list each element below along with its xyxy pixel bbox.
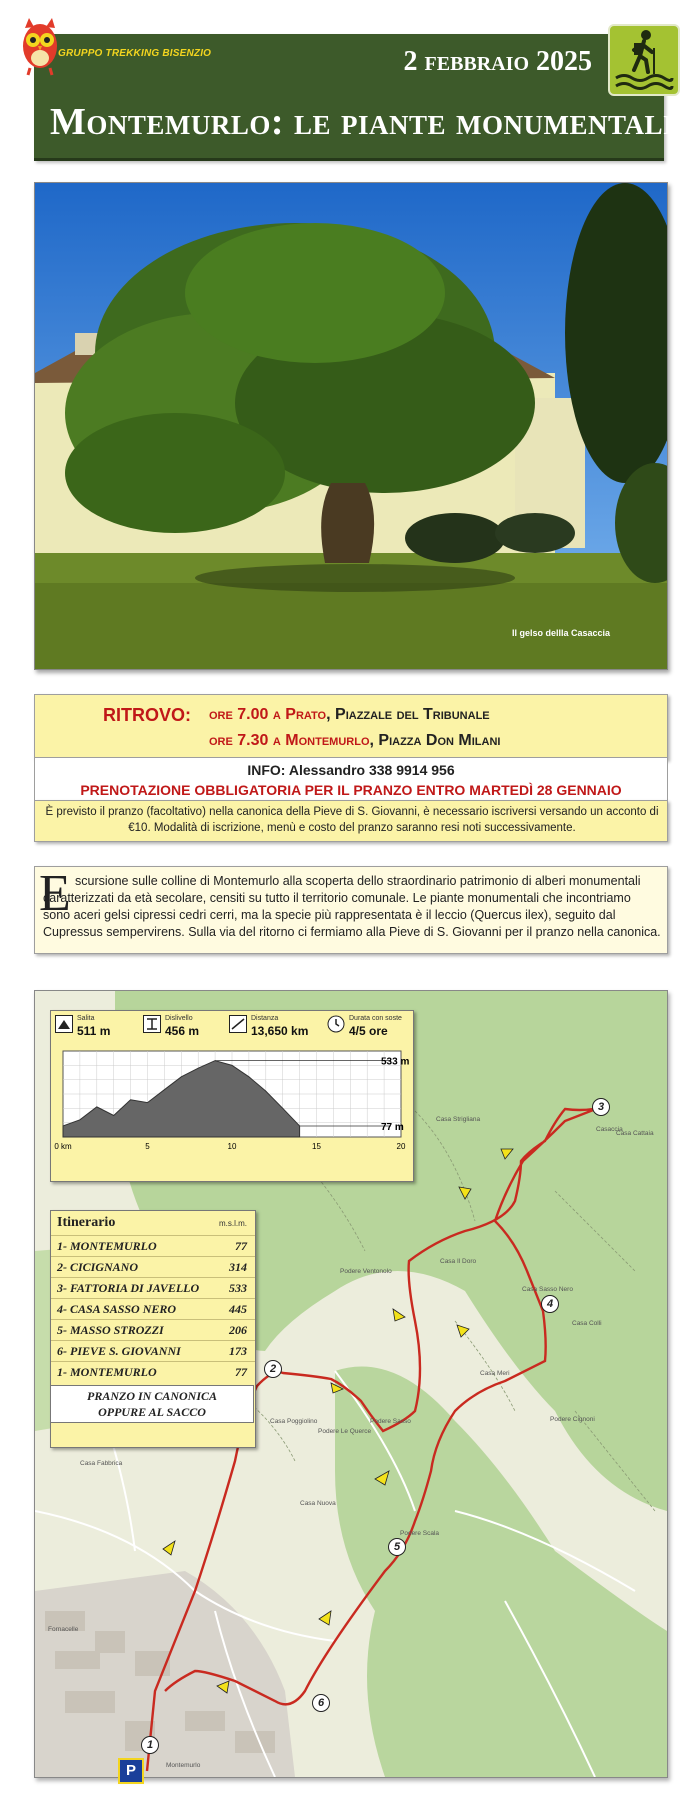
stop-altitude: 206 [229, 1323, 247, 1337]
elevation-gain-label: Dislivello [165, 1015, 193, 1022]
parking-icon: P [118, 1758, 144, 1784]
duration-value: 4/5 ore [349, 1024, 388, 1038]
map-label: Podere Scala [400, 1530, 440, 1537]
description-box [34, 866, 668, 954]
owl-mascot-logo [20, 18, 62, 76]
map-label: Casa Nuova [300, 1500, 336, 1507]
map-label: Fornacelle [48, 1626, 79, 1633]
stop-name: 3- FATTORIA DI JAVELLO [57, 1281, 200, 1295]
page-title: Montemurlo: le piante monumentali [50, 101, 675, 143]
stop-name: 1- MONTEMURLO [57, 1239, 157, 1253]
map-label: Casa Poggiolino [270, 1418, 318, 1425]
photo-caption: Il gelso dellla Casaccia [512, 628, 611, 638]
itinerary-row [51, 1235, 255, 1257]
map-label: Podere Cignoni [550, 1416, 595, 1423]
min-elevation-label: 77 m [381, 1121, 404, 1133]
distance-icon [229, 1015, 247, 1033]
stop-name: 4- CASA SASSO NERO [57, 1302, 177, 1316]
info-box [34, 757, 668, 803]
stop-name: 6- PIEVE S. GIOVANNI [57, 1344, 181, 1358]
waypoint-2-marker: 2 [264, 1360, 282, 1378]
meeting-box [34, 694, 668, 760]
mulberry-tree-photo [34, 182, 668, 670]
map-label: Casa Strigliana [436, 1116, 481, 1123]
map-label: Casa Meri [480, 1370, 510, 1377]
map-label: Podere Ventonolo [340, 1268, 392, 1275]
map-label: Casa Cattaia [616, 1130, 654, 1137]
meeting-connector: a [272, 706, 281, 723]
x-tick-label: 10 [227, 1142, 237, 1151]
elevation-profile-chart [51, 1045, 413, 1181]
x-tick-label: 0 km [54, 1142, 72, 1151]
lunch-note: È previsto il pranzo (facoltativo) nella canonica della Pieve di S. Giovanni, è necessario iscriversi versando un acconto di €10. Modalità di iscrizione, menù e costo del pranzo saranno resi noti successivamente. [45, 806, 659, 834]
stop-altitude: 77 [235, 1365, 247, 1379]
stop-altitude: 77 [235, 1239, 247, 1253]
event-date: 2 febbraio 2025 [403, 46, 592, 77]
waypoint-5-marker: 5 [388, 1538, 406, 1556]
duration-label: Durata con soste [349, 1015, 402, 1022]
map-label: Casa Fabbrica [80, 1460, 123, 1467]
stop-name: 2- CICIGNANO [57, 1260, 139, 1274]
map-label: Casa Il Doro [440, 1258, 477, 1265]
meeting-place: Piazzale del Tribunale [335, 706, 490, 723]
stop-altitude: 314 [229, 1260, 247, 1274]
elevation-gain-icon [143, 1015, 161, 1033]
waypoint-6-marker: 6 [312, 1694, 330, 1712]
waypoint-3-marker: 3 [592, 1098, 610, 1116]
map-label: Podere Le Querce [318, 1428, 372, 1435]
elevation-gain-value: 456 m [165, 1024, 200, 1038]
meeting-place: Piazza Don Milani [378, 732, 501, 749]
meeting-entry-1: ore 7.00 a Prato, Piazzale del Tribunale [209, 706, 490, 723]
meeting-time: ore 7.00 [209, 706, 269, 723]
duration-icon [327, 1015, 345, 1033]
ascent-label: Salita [77, 1015, 95, 1022]
meeting-time: ore 7.30 [209, 732, 269, 749]
meeting-town: Prato [285, 706, 327, 723]
lunch-option-box: PRANZO IN CANONICA OPPURE AL SACCO [50, 1385, 254, 1423]
map-label: Montemurlo [166, 1762, 201, 1769]
description-text: scursione sulle colline di Montemurlo alla scoperta dello straordinario patrimonio di alberi monumentali caratterizzati da età secolare, censiti su tutto il territorio comunale. Le piante monumentali che incontriamo sono aceri gelsi cipressi cedri cerri, ma la specie più rappresentata è il leccio (Quercus ilex), seguito dal Cupressus sempervirens. Sulla via del ritorno ci fermiamo alla Pieve di S. Giovanni per il pranzo nella canonica. [43, 874, 661, 939]
info-contact: INFO: Alessandro 338 9914 956 [247, 762, 455, 778]
ascent-value: 511 m [77, 1024, 111, 1038]
drop-cap: E [39, 865, 71, 922]
waypoint-4-marker: 4 [541, 1295, 559, 1313]
itinerary-row [51, 1361, 255, 1383]
ascent-icon [55, 1015, 73, 1033]
meeting-connector: a [272, 732, 281, 749]
meeting-entry-2: ore 7.30 a Montemurlo, Piazza Don Milani [209, 732, 501, 749]
booking-notice: PRENOTAZIONE OBBLIGATORIA PER IL PRANZO ENTRO MARTEDÌ 28 GENNAIO [80, 782, 622, 798]
map-label: Casa Colli [572, 1320, 602, 1327]
itinerary-title: Itinerario [57, 1215, 116, 1230]
stop-altitude: 445 [229, 1302, 247, 1316]
elevation-profile-card [50, 1010, 414, 1182]
meeting-label: RITROVO: [103, 705, 191, 725]
waypoint-1-marker: 1 [141, 1736, 159, 1754]
stop-name: 1- MONTEMURLO [57, 1365, 157, 1379]
group-name: GRUPPO TREKKING BISENZIO [58, 48, 212, 59]
stop-altitude: 173 [229, 1344, 247, 1358]
meeting-town: Montemurlo [285, 732, 370, 749]
map-label: Casa Sasso Nero [522, 1286, 573, 1293]
max-elevation-label: 533 m [381, 1056, 410, 1068]
map-label: Casaccia [596, 1126, 623, 1133]
itinerary-row [51, 1340, 255, 1362]
stop-altitude: 533 [229, 1281, 247, 1295]
itinerary-row [51, 1277, 255, 1299]
lunch-note-box [34, 800, 668, 842]
hiker-icon [608, 24, 680, 96]
stop-name: 5- MASSO STROZZI [57, 1323, 164, 1337]
x-tick-label: 15 [312, 1142, 321, 1151]
itinerary-row [51, 1319, 255, 1341]
itinerary-row [51, 1256, 255, 1278]
distance-label: Distanza [251, 1015, 279, 1022]
itinerary-unit: m.s.l.m. [219, 1219, 247, 1228]
x-tick-label: 5 [145, 1142, 150, 1151]
map-label: Podere Sasso [370, 1418, 411, 1425]
x-tick-label: 20 [396, 1142, 406, 1151]
distance-value: 13,650 km [251, 1024, 309, 1038]
itinerary-row [51, 1298, 255, 1320]
